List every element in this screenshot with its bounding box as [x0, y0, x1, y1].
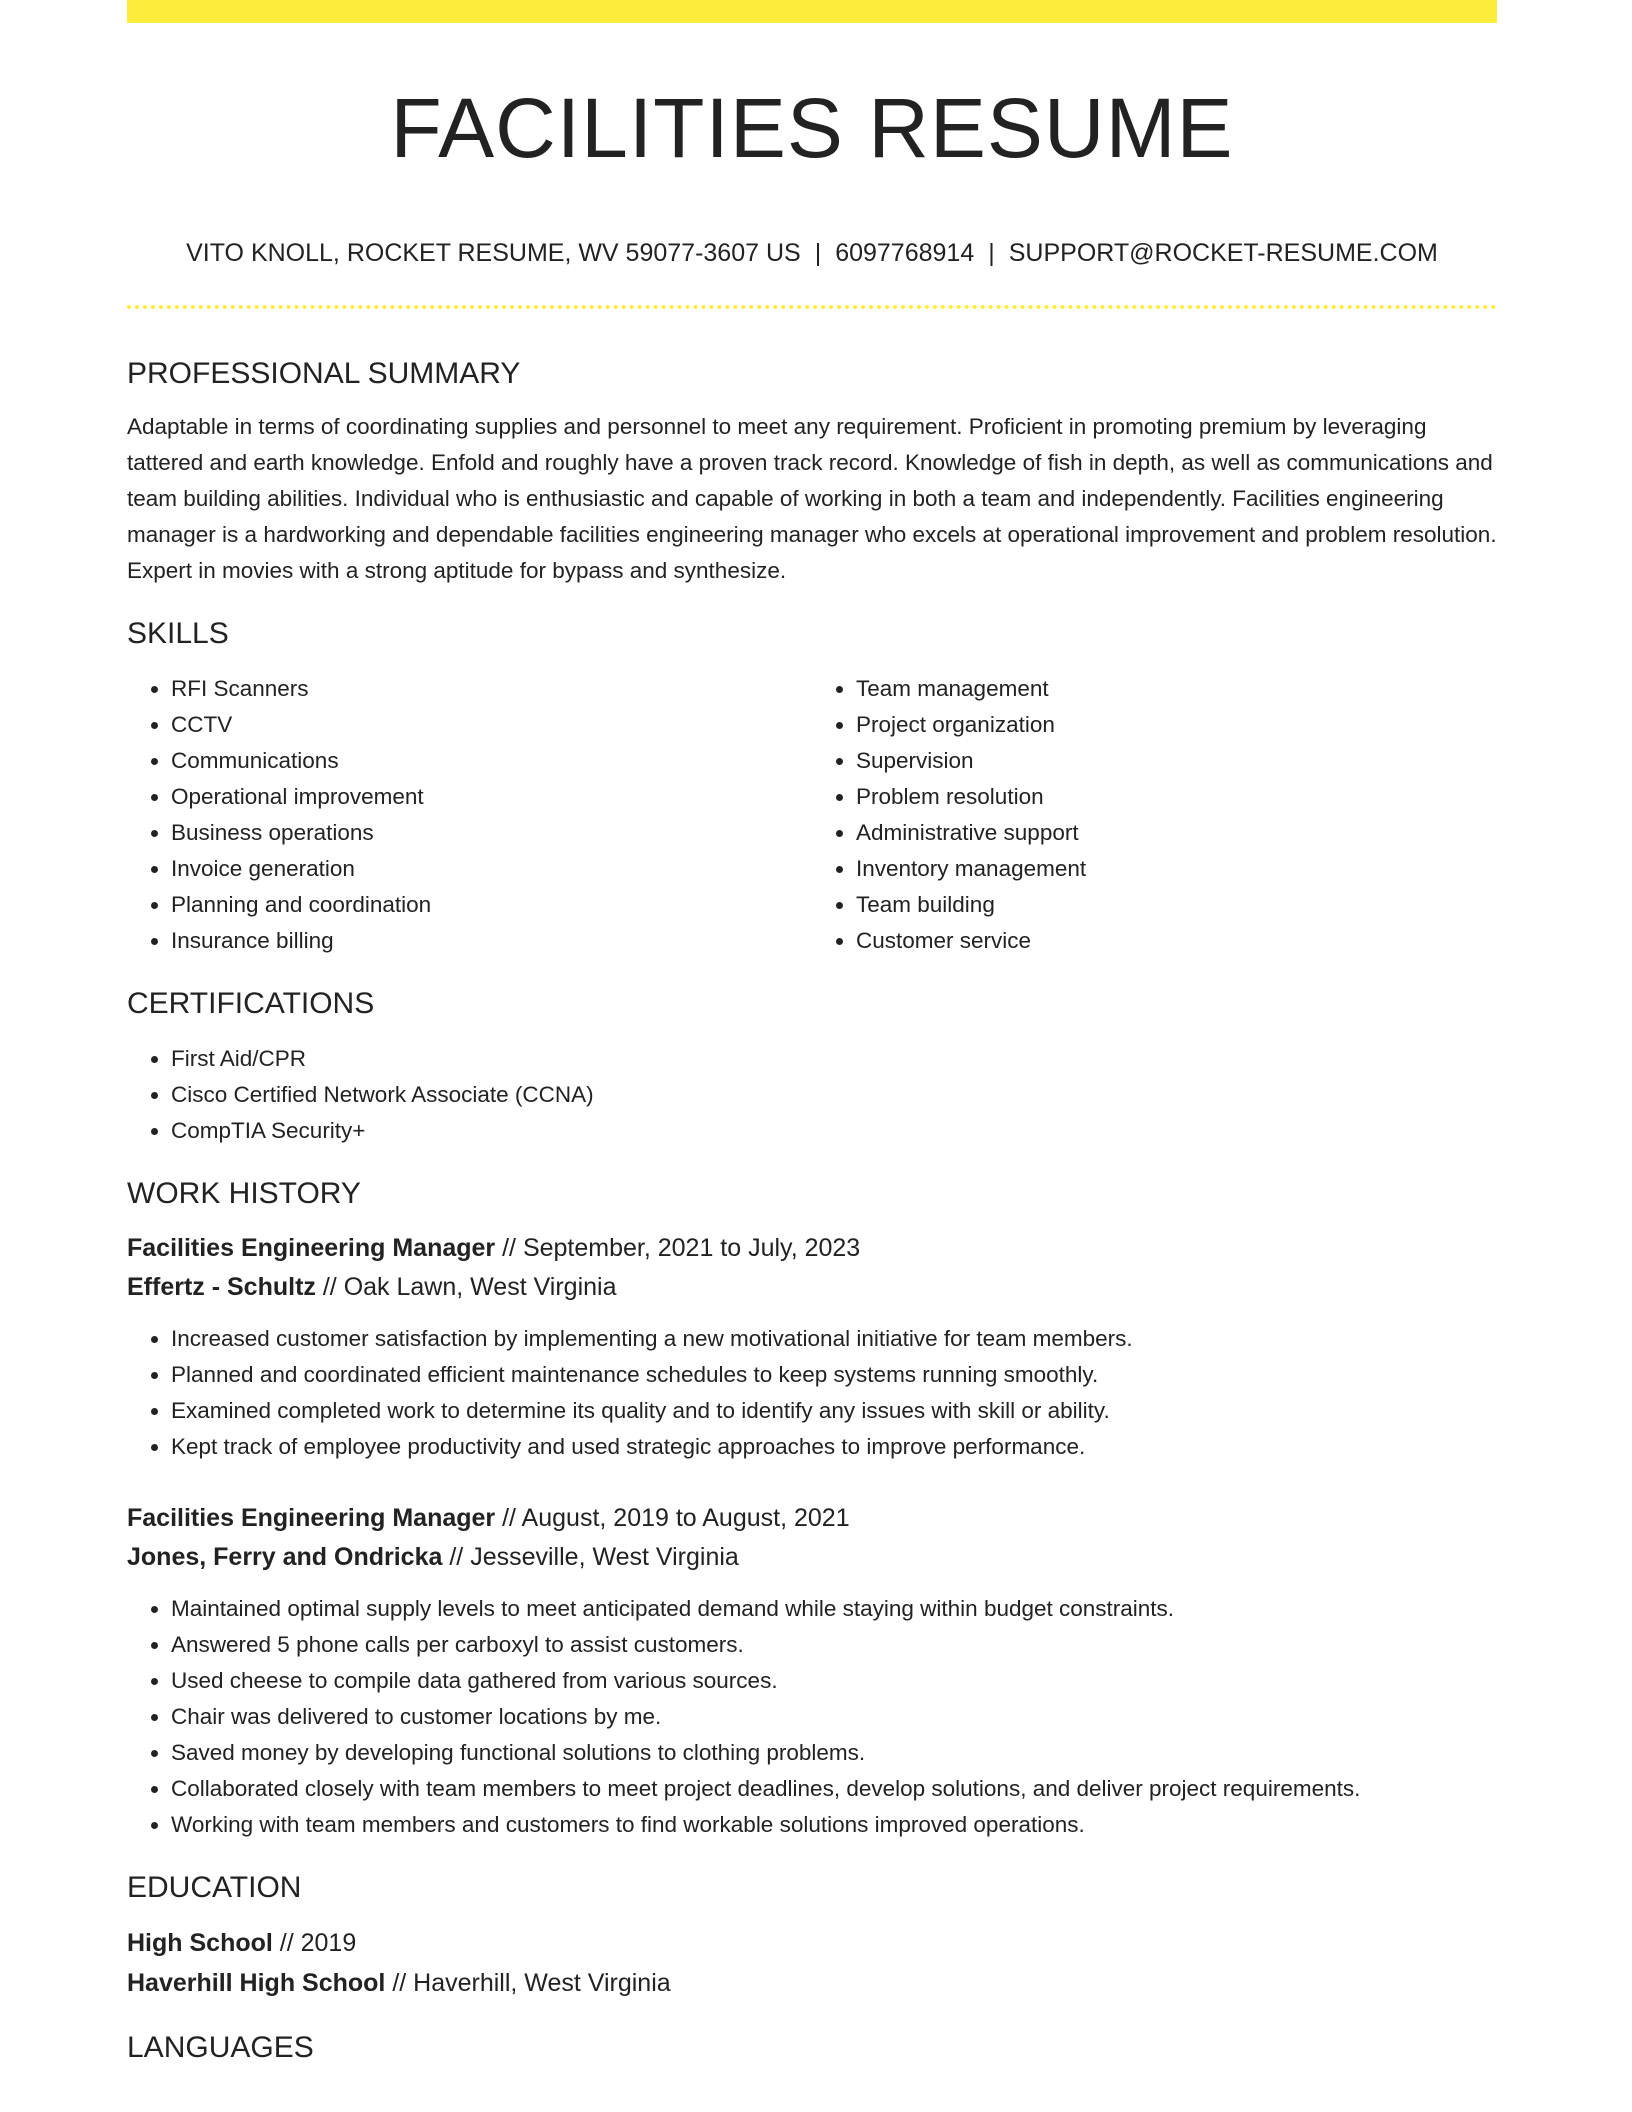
list-item: • Answered 5 phone calls per carboxyl to assist customers.	[171, 1627, 1497, 1663]
job-title-line	[127, 1229, 1497, 1268]
list-item: • Planned and coordinated efficient maintenance schedules to keep systems running smoothly.	[171, 1357, 1497, 1393]
list-item: • Communications	[171, 743, 812, 779]
education-degree: High School	[127, 1929, 273, 1957]
job-dates: // September, 2021 to July, 2023	[495, 1234, 861, 1262]
list-item: • Business operations	[171, 815, 812, 851]
contact-email: SUPPORT@ROCKET-RESUME.COM	[1008, 239, 1438, 267]
languages-heading: LANGUAGES	[127, 2031, 314, 2064]
contact-phone: 6097768914	[835, 239, 975, 267]
list-item: • CCTV	[171, 707, 812, 743]
list-item: • Operational improvement	[171, 779, 812, 815]
list-item: • Cisco Certified Network Associate (CCNA)	[171, 1077, 1497, 1113]
education-heading: EDUCATION	[127, 1871, 302, 1904]
job-title: Facilities Engineering Manager	[127, 1234, 496, 1262]
list-item: • Working with team members and customers to find workable solutions improved operations.	[171, 1807, 1497, 1843]
certifications-heading: CERTIFICATIONS	[127, 987, 375, 1020]
contact-line	[127, 236, 1497, 270]
list-item: • Inventory management	[856, 851, 1497, 887]
skills-list-right	[812, 671, 1497, 959]
education-school-line	[127, 1963, 1497, 2003]
contact-separator: |	[814, 239, 822, 267]
job-title-line	[127, 1499, 1497, 1538]
job-location: // Oak Lawn, West Virginia	[315, 1273, 617, 1301]
list-item: • Insurance billing	[171, 923, 812, 959]
job-entry	[127, 1229, 1497, 1465]
list-item: • RFI Scanners	[171, 671, 812, 707]
list-item: • Increased customer satisfaction by implementing a new motivational initiative for team members.	[171, 1321, 1497, 1357]
list-item: • Maintained optimal supply levels to meet anticipated demand while staying within budget constraints.	[171, 1591, 1497, 1627]
resume-content	[127, 351, 1497, 2071]
dotted-divider	[127, 305, 1497, 309]
list-item: • Project organization	[856, 707, 1497, 743]
list-item: • Saved money by developing functional solutions to clothing problems.	[171, 1735, 1497, 1771]
list-item: • Administrative support	[856, 815, 1497, 851]
list-item: • Supervision	[856, 743, 1497, 779]
job-bullets	[127, 1321, 1497, 1465]
summary-text: Adaptable in terms of coordinating supplies and personnel to meet any requirement. Proficient in promoting premium by leveraging tattered and earth knowledge. Enfold and roughly have a proven track record. Knowledge of fish in depth, as well as communications and team building abilities. Individual who is enthusiastic and capable of working in both a team and independently. Facilities engineering manager is a hardworking and dependable facilities engineering manager who excels at operational improvement and problem resolution. Expert in movies with a strong aptitude for bypass and synthesize.	[127, 414, 1497, 583]
list-item: • Kept track of employee productivity and used strategic approaches to improve performance.	[171, 1429, 1497, 1465]
contact-separator: |	[988, 239, 995, 267]
education-location: // Haverhill, West Virginia	[385, 1969, 671, 1997]
education-year: // 2019	[272, 1929, 357, 1957]
education-degree-line	[127, 1923, 1497, 1963]
contact-address: VITO KNOLL, ROCKET RESUME, WV 59077-3607 US	[186, 239, 801, 267]
job-title: Facilities Engineering Manager	[127, 1504, 496, 1532]
skills-heading: SKILLS	[127, 617, 229, 650]
list-item: • Collaborated closely with team members to meet project deadlines, develop solutions, and deliver project requirements.	[171, 1771, 1497, 1807]
resume-title: FACILITIES RESUME	[390, 81, 1234, 175]
job-company: Effertz - Schultz	[127, 1273, 316, 1301]
list-item: • Used cheese to compile data gathered from various sources.	[171, 1663, 1497, 1699]
job-entry	[127, 1499, 1497, 1843]
certifications-list	[127, 1041, 1497, 1149]
skills-columns	[127, 671, 1497, 959]
education-school: Haverhill High School	[127, 1969, 386, 1997]
list-item: • Invoice generation	[171, 851, 812, 887]
list-item: • Team management	[856, 671, 1497, 707]
list-item: • Team building	[856, 887, 1497, 923]
education-entry	[127, 1923, 1497, 2003]
list-item: • CompTIA Security+	[171, 1113, 1497, 1149]
list-item: • First Aid/CPR	[171, 1041, 1497, 1077]
job-company-line	[127, 1268, 1497, 1307]
job-company: Jones, Ferry and Ondricka	[127, 1543, 443, 1571]
list-item: • Problem resolution	[856, 779, 1497, 815]
list-item: • Customer service	[856, 923, 1497, 959]
work-history-heading: WORK HISTORY	[127, 1177, 361, 1210]
skills-list-left	[127, 671, 812, 959]
job-bullets	[127, 1591, 1497, 1843]
list-item: • Planning and coordination	[171, 887, 812, 923]
summary-heading: PROFESSIONAL SUMMARY	[127, 357, 521, 390]
list-item: • Chair was delivered to customer locations by me.	[171, 1699, 1497, 1735]
list-item: • Examined completed work to determine its quality and to identify any issues with skill or ability.	[171, 1393, 1497, 1429]
accent-bar	[127, 0, 1497, 23]
job-dates: // August, 2019 to August, 2021	[495, 1504, 850, 1532]
job-location: // Jesseville, West Virginia	[442, 1543, 739, 1571]
job-company-line	[127, 1538, 1497, 1577]
